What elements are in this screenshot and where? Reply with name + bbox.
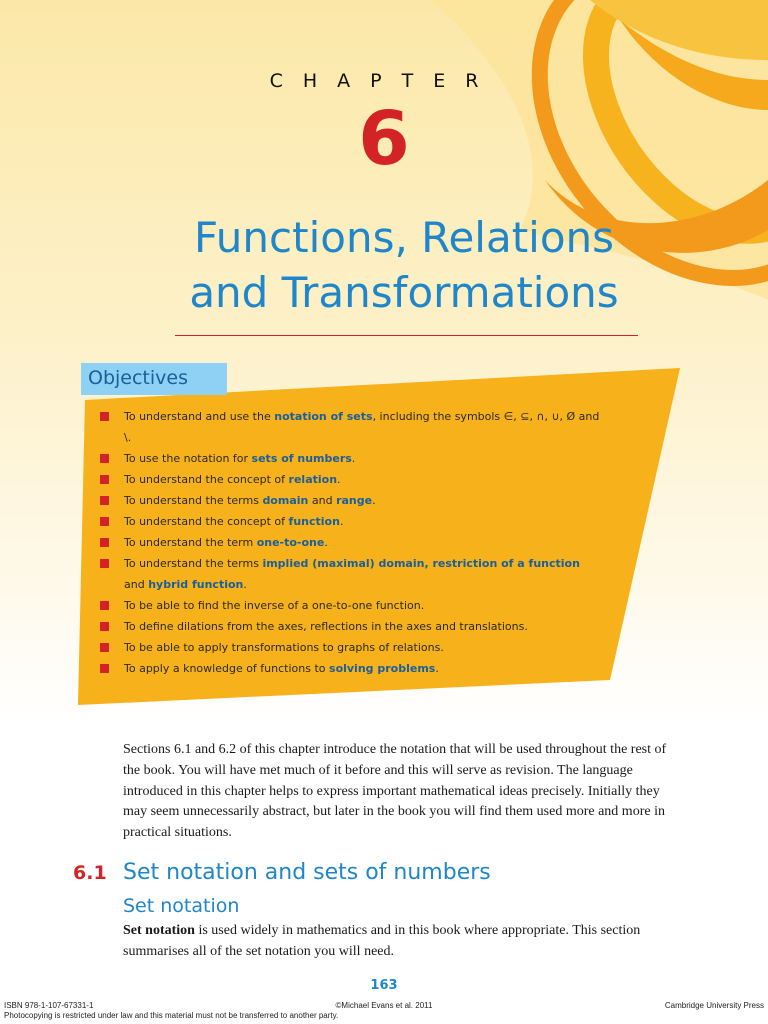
chapter-title-line-1: Functions, Relations	[193, 213, 615, 262]
page-number: 163	[370, 978, 398, 993]
bullet-square-icon	[100, 412, 109, 421]
chapter-label: CHAPTER	[269, 70, 499, 92]
objective-item	[100, 637, 600, 658]
objective-item	[100, 595, 600, 616]
subsection-title: Set notation	[123, 895, 240, 917]
bullet-square-icon	[100, 454, 109, 463]
objective-text: To understand and use the	[124, 410, 275, 423]
objective-text: .	[339, 515, 344, 528]
objective-text: To understand the terms	[124, 494, 263, 507]
footer-isbn: ISBN 978-1-107-67331-1	[4, 1001, 94, 1010]
objective-keyword: sets of numbers	[251, 452, 352, 465]
objective-text: and	[308, 494, 337, 507]
objective-text: To apply a knowledge of functions to	[124, 662, 330, 675]
objective-keyword: solving problems	[329, 662, 436, 675]
objective-text: .	[372, 494, 376, 507]
objective-item	[100, 448, 600, 469]
footer-copyright: ©Michael Evans et al. 2011	[335, 1001, 433, 1010]
objective-item	[100, 490, 600, 511]
objective-text: To understand the concept of	[124, 515, 289, 528]
objective-text: To be able to find the inverse of a one-to-one function.	[124, 599, 425, 612]
bullet-square-icon	[100, 559, 109, 568]
objective-keyword: range	[336, 494, 373, 507]
objective-text: To understand the terms	[124, 557, 263, 570]
objective-text: and	[124, 578, 149, 591]
objective-text: To use the notation for	[124, 452, 252, 465]
footer-notice: Photocopying is restricted under law and this material must not be transferred to another party.	[4, 1011, 339, 1020]
bullet-square-icon	[100, 475, 109, 484]
section-paragraph	[123, 921, 683, 962]
bullet-square-icon	[100, 622, 109, 631]
objective-text: To understand the concept of	[124, 473, 289, 486]
section-number: 6.1	[73, 862, 107, 884]
objective-item	[100, 469, 600, 490]
objective-item	[100, 532, 600, 553]
objective-keyword: function	[288, 515, 340, 528]
objective-keyword: domain	[262, 494, 309, 507]
paragraph-term: Set notation	[123, 923, 195, 938]
footer-publisher: Cambridge University Press	[664, 1001, 764, 1010]
objectives-list	[100, 406, 600, 679]
chapter-title-line-2: and Transformations	[189, 268, 619, 317]
chapter-number: 6	[358, 96, 410, 182]
objectives-heading: Objectives	[88, 367, 188, 389]
objective-keyword: implied (maximal) domain, restriction of a function	[262, 557, 580, 570]
objective-keyword: hybrid function	[148, 578, 244, 591]
bullet-square-icon	[100, 517, 109, 526]
section-title: Set notation and sets of numbers	[123, 860, 491, 885]
objective-text: To define dilations from the axes, reflections in the axes and translations.	[124, 620, 528, 633]
objective-text: To understand the term	[124, 536, 257, 549]
bullet-square-icon	[100, 664, 109, 673]
objective-text: .	[243, 578, 247, 591]
objective-keyword: notation of sets	[274, 410, 373, 423]
objective-text: .	[337, 473, 341, 486]
title-divider	[175, 335, 638, 336]
objective-item	[100, 511, 600, 532]
bullet-square-icon	[100, 643, 109, 652]
objective-item	[100, 658, 600, 679]
intro-paragraph: Sections 6.1 and 6.2 of this chapter introduce the notation that will be used throughout the rest of the book. You will have met much of it before and this will serve as revision. The language introduced in this chapter helps to express important mathematical ideas precisely. Initially they may seem unnecessarily abstract, but later in the book you will find them used more and more in practical situations.	[123, 742, 667, 841]
objectives-heading-box	[81, 363, 227, 395]
bullet-square-icon	[100, 601, 109, 610]
objective-text: .	[351, 452, 356, 465]
objective-text: To be able to apply transformations to graphs of relations.	[124, 641, 444, 654]
objective-item	[100, 553, 600, 595]
objective-keyword: one-to-one	[256, 536, 325, 549]
objective-text: .	[324, 536, 328, 549]
objective-keyword: relation	[288, 473, 338, 486]
objective-item	[100, 406, 600, 448]
bullet-square-icon	[100, 538, 109, 547]
objective-item	[100, 616, 600, 637]
objective-text: .	[435, 662, 439, 675]
bullet-square-icon	[100, 496, 109, 505]
objective-text: , including the symbols ∈, ⊆, ∩, ∪, Ø and \.	[124, 410, 600, 444]
paragraph-text: is used widely in mathematics and in this book where appropriate. This section summarises all of the set notation you will need.	[123, 923, 641, 959]
